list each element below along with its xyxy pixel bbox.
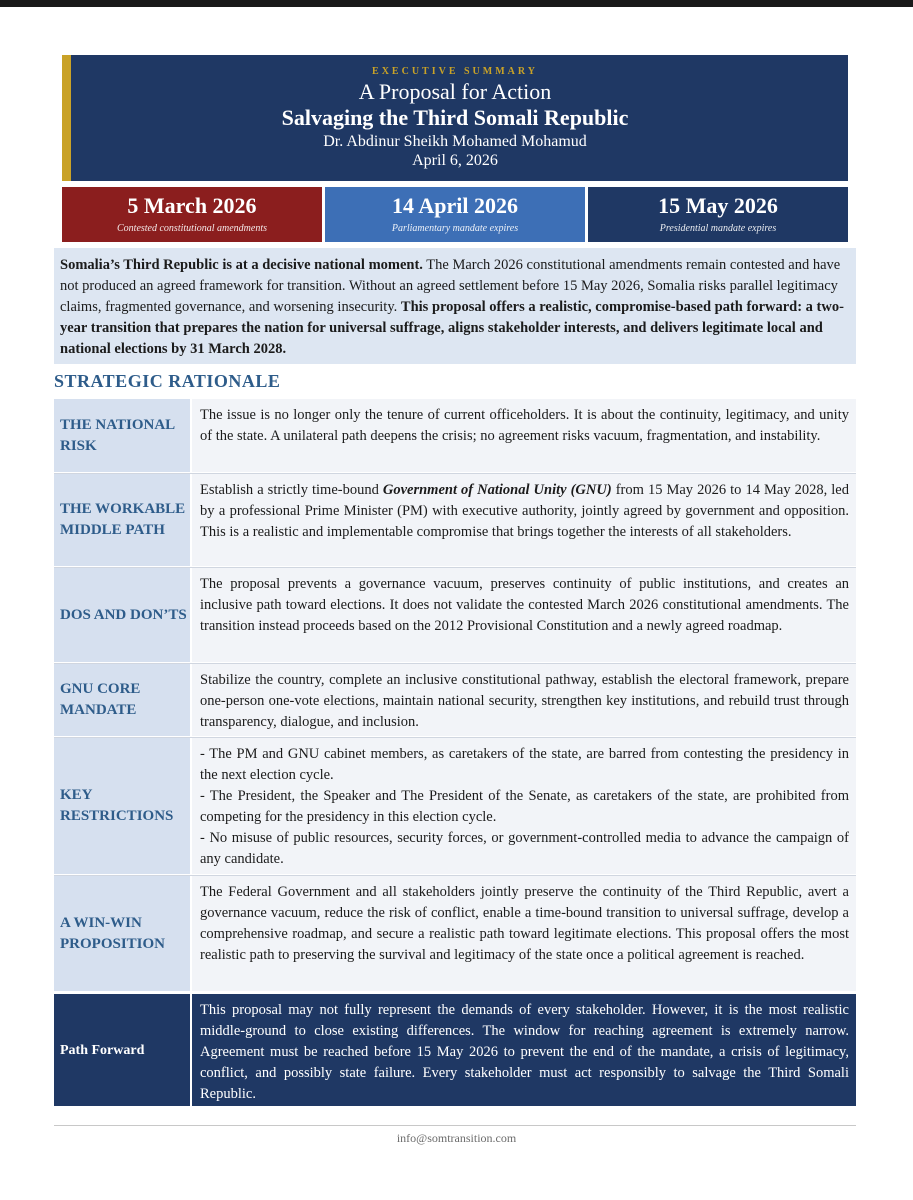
eyebrow: EXECUTIVE SUMMARY: [372, 66, 538, 77]
footer-contact: info@somtransition.com: [396, 1131, 517, 1145]
row-label: KEY RESTRICTIONS: [54, 738, 190, 874]
row-text: The issue is no longer only the tenure of current officeholders. It is about the continuity, legitimacy, and unity of the state. A unilateral path deepens the crisis; no agreement risks vacuum, fragmentation, and instability.: [192, 399, 856, 472]
key-date-box: [62, 187, 322, 242]
row-label: DOS AND DON’TS: [54, 568, 190, 662]
row-text: Stabilize the country, complete an inclusive constitutional pathway, establish the electoral framework, prepare one-person one-vote elections, maintain national security, strengthen key institutions, and rebuild trust through transparency, dialogue, and inclusion.: [192, 664, 856, 736]
document-title: A Proposal for Action: [358, 79, 552, 104]
row-label: A WIN-WIN PROPOSITION: [54, 876, 190, 991]
row-text-after: from 15 May 2026 to 14 May 2028, led by a professional Prime Minister (PM) with executive authority, jointly agreed by government and opposition. This is a realistic and implementable compromise that brings together the interests of all stakeholders.: [200, 482, 849, 540]
top-bar: [0, 0, 913, 7]
document-subtitle: Salvaging the Third Somali Republic: [281, 105, 629, 130]
table-row: [54, 568, 856, 662]
key-date-label: Contested constitutional amendments: [117, 223, 267, 234]
intro-tail: This proposal offers a realistic, compromise-based path forward: a two-year transition that prepares the nation for universal suffrage, aligns stakeholder interests, and delivers legitimate local and national elections by 31 March 2028.: [60, 299, 844, 357]
table-row: [54, 876, 856, 991]
publication-date: April 6, 2026: [412, 152, 498, 169]
row-label: THE WORKABLE MIDDLE PATH: [54, 474, 190, 566]
intro-body: The March 2026 constitutional amendments remain contested and have not produced an agreed framework for transition. Without an agreed settlement before 15 May 2026, Somalia risks parallel legitimacy claims, fragmented governance, and worsening insecurity.: [60, 257, 841, 315]
row-text: This proposal may not fully represent the demands of every stakeholder. However, it is the most realistic middle-ground to close existing differences. The window for reaching agreement is extremely narrow. Agreement must be reached before 15 May 2026 to prevent the end of the mandate, a crisis of legitimacy, conflict, and possibly state failure. Every stakeholder must act responsibly to salvage the Third Somali Republic.: [192, 994, 856, 1106]
key-date-box: [325, 187, 585, 242]
footer-divider: [54, 1125, 856, 1126]
section-title: STRATEGIC RATIONALE: [54, 371, 281, 391]
key-date-box: [588, 187, 848, 242]
table-row: [54, 399, 856, 472]
row-text: The proposal prevents a governance vacuum, preserves continuity of public institutions, and creates an inclusive path toward elections. It does not validate the contested March 2026 constitutional amendments. The transition instead proceeds based on the 2012 Provisional Constitution and a newly agreed roadmap.: [192, 568, 856, 662]
table-row: [54, 474, 856, 566]
key-date: 14 April 2026: [392, 193, 518, 218]
table-row: [54, 738, 856, 874]
key-date-label: Presidential mandate expires: [659, 223, 777, 234]
row-label: THE NATIONAL RISK: [54, 399, 190, 472]
row-text: The Federal Government and all stakeholders jointly preserve the continuity of the Third Republic, avert a governance vacuum, reduce the risk of conflict, enable a time-bound transition to universal suffrage, develop a comprehensive roadmap, and secure a realistic path toward legitimate elections. This proposal offers the most realistic path to preserving the survival and legitimacy of the state once a political agreement is reached.: [192, 876, 856, 991]
restriction-item: - No misuse of public resources, security forces, or government-controlled media to advance the campaign of any candidate.: [200, 830, 849, 867]
key-date: 15 May 2026: [658, 193, 778, 218]
row-label: Path Forward: [54, 994, 190, 1106]
restriction-item: - The PM and GNU cabinet members, as caretakers of the state, are barred from contesting the presidency in the next election cycle.: [200, 746, 849, 783]
intro-summary: [54, 248, 856, 364]
author: Dr. Abdinur Sheikh Mohamed Mohamud: [323, 133, 587, 150]
path-forward-row: [54, 994, 856, 1106]
row-text: [192, 738, 856, 874]
key-date-label: Parliamentary mandate expires: [391, 223, 519, 234]
key-dates-strip: [62, 187, 848, 242]
restriction-item: - The President, the Speaker and The President of the Senate, as caretakers of the state, are prohibited from competing for the presidency in this election cycle.: [200, 788, 849, 825]
row-text: [192, 474, 856, 566]
key-date: 5 March 2026: [127, 193, 257, 218]
row-text-before: Establish a strictly time-bound: [200, 482, 383, 498]
header-banner: [62, 55, 848, 181]
gnu-emphasis: Government of National Unity (GNU): [382, 482, 612, 498]
intro-lead: Somalia’s Third Republic is at a decisive national moment.: [60, 257, 423, 273]
row-label: GNU CORE MANDATE: [54, 664, 190, 736]
table-row: [54, 664, 856, 736]
